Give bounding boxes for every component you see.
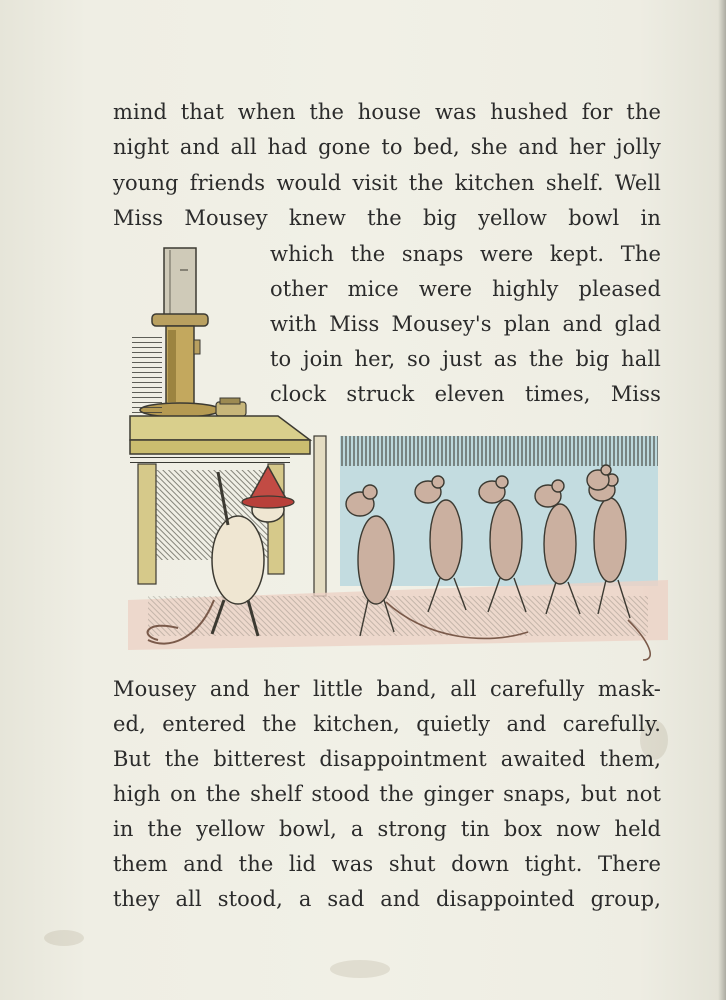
mice-in-kitchen-illustration — [128, 240, 668, 670]
text-line: in the yellow bowl, a strong tin box now held — [113, 817, 661, 841]
text-line: which the snaps were kept. The — [270, 242, 661, 266]
text-line: ed, entered the kitchen, quietly and carefully. — [113, 712, 661, 736]
text-line: other mice were highly pleased — [270, 277, 661, 301]
text-line: mind that when the house was hushed for the — [113, 100, 661, 124]
text-line: clock struck eleven times, Miss — [270, 382, 661, 406]
text-line: to join her, so just as the big hall — [270, 347, 661, 371]
floor — [128, 580, 668, 650]
page-spine-shadow — [718, 0, 726, 1000]
foxing-spot — [330, 960, 390, 978]
text-line: high on the shelf stood the ginger snaps, but not — [113, 782, 661, 806]
text-line: night and all had gone to bed, she and her jolly — [113, 135, 661, 159]
text-line: But the bitterest disappointment awaited them, — [113, 747, 661, 771]
text-line: Miss Mousey knew the big yellow bowl in — [113, 206, 661, 230]
text-line: they all stood, a sad and disappointed group, — [113, 887, 661, 911]
foxing-spot — [44, 930, 84, 946]
text-line: young friends would visit the kitchen shelf. Well — [113, 171, 661, 195]
text-line: with Miss Mousey's plan and glad — [270, 312, 661, 336]
shelf-object — [216, 398, 246, 416]
text-line: Mousey and her little band, all carefully mask- — [113, 677, 661, 701]
text-line: them and the lid was shut down tight. There — [113, 852, 661, 876]
